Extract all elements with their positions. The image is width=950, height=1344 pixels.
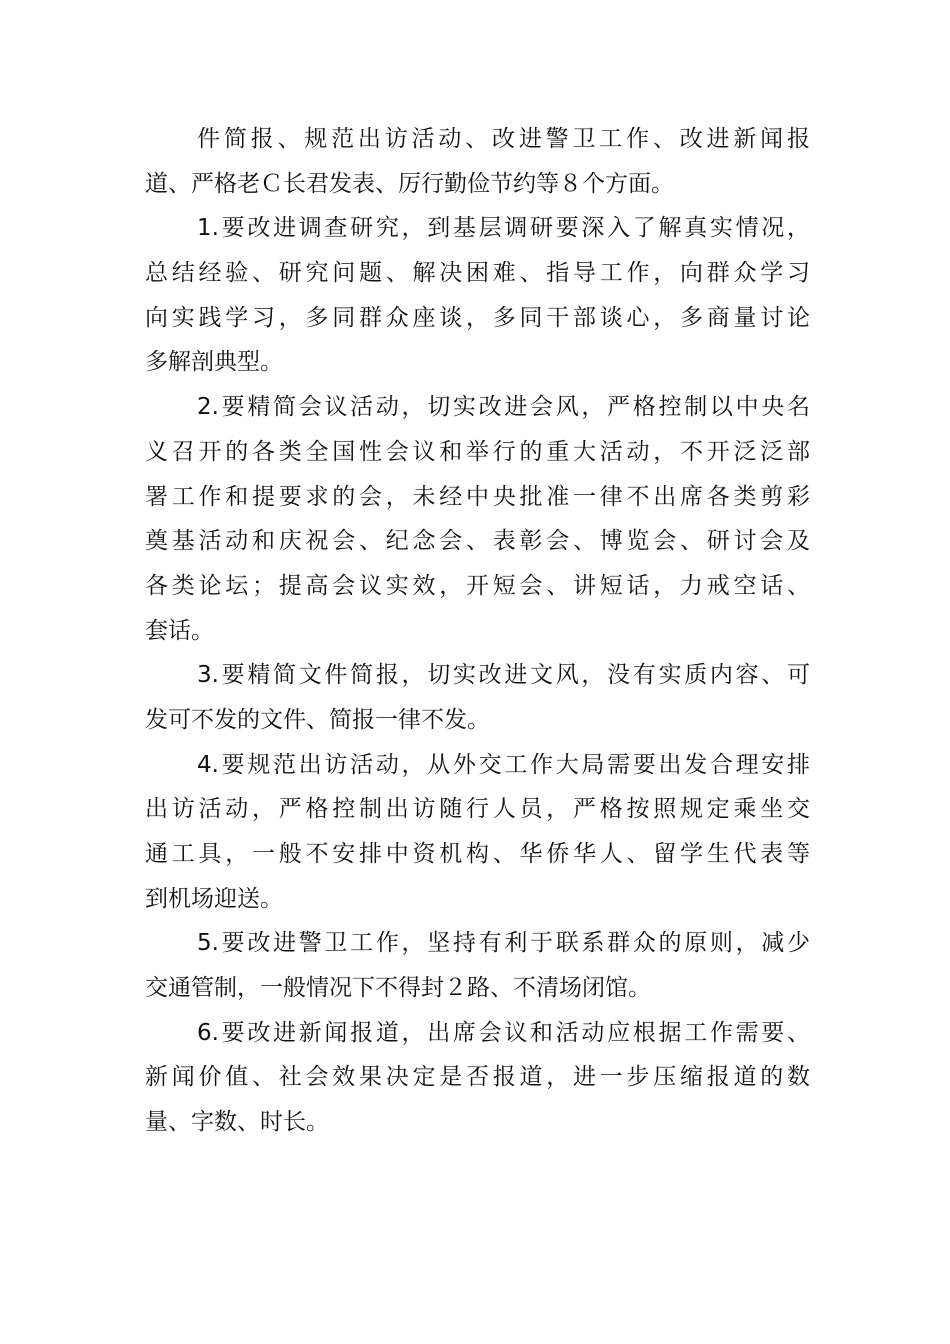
text-line: 4.要规范出访活动，从外交工作大局需要出发合理安排 [197, 751, 810, 778]
text-line: 5.要改进警卫工作，坚持有利于联系群众的原则，减少 [197, 930, 810, 957]
text-line: 义召开的各类全国性会议和举行的重大活动，不开泛泛部 [145, 438, 810, 465]
text-line: 到机场迎送。 [145, 885, 283, 912]
text-line: 道、严格老Ｃ长君发表、厉行勤俭节约等８个方面。 [145, 170, 674, 197]
text-line: 各类论坛；提高会议实效，开短会、讲短话，力戒空话、 [145, 572, 810, 599]
text-line: 套话。 [145, 617, 214, 644]
text-line: 通工具，一般不安排中资机构、华侨华人、留学生代表等 [145, 841, 810, 867]
text-line: 1.要改进调查研究，到基层调研要深入了解真实情况， [197, 215, 810, 242]
text-line: 量、字数、时长。 [145, 1109, 329, 1136]
text-line: 交通管制，一般情况下不得封２路、不清场闭馆。 [145, 975, 651, 1002]
text-line: 向实践学习，多同群众座谈，多同干部谈心，多商量讨论 [145, 304, 810, 331]
text-line: 件简报、规范出访活动、改进警卫工作、改进新闻报 [197, 126, 810, 152]
text-line: 6.要改进新闻报道，出席会议和活动应根据工作需要、 [197, 1019, 810, 1046]
text-line: 出访活动，严格控制出访随行人员，严格按照规定乘坐交 [145, 796, 810, 823]
text-line: 奠基活动和庆祝会、纪念会、表彰会、博览会、研讨会及 [145, 528, 810, 555]
text-line: 新闻价值、社会效果决定是否报道，进一步压缩报道的数 [145, 1064, 810, 1091]
text-line: 2.要精简会议活动，切实改进会风，严格控制以中央名 [197, 394, 810, 421]
text-line: 总结经验、研究问题、解决困难、指导工作，向群众学习 [145, 260, 810, 287]
text-line: 署工作和提要求的会，未经中央批准一律不出席各类剪彩 [145, 483, 810, 510]
text-line: 发可不发的文件、简报一律不发。 [145, 706, 490, 733]
document-body [145, 117, 810, 1145]
text-line: 多解剖典型。 [145, 349, 283, 376]
text-line: 3.要精简文件简报，切实改进文风，没有实质内容、可 [197, 662, 810, 689]
